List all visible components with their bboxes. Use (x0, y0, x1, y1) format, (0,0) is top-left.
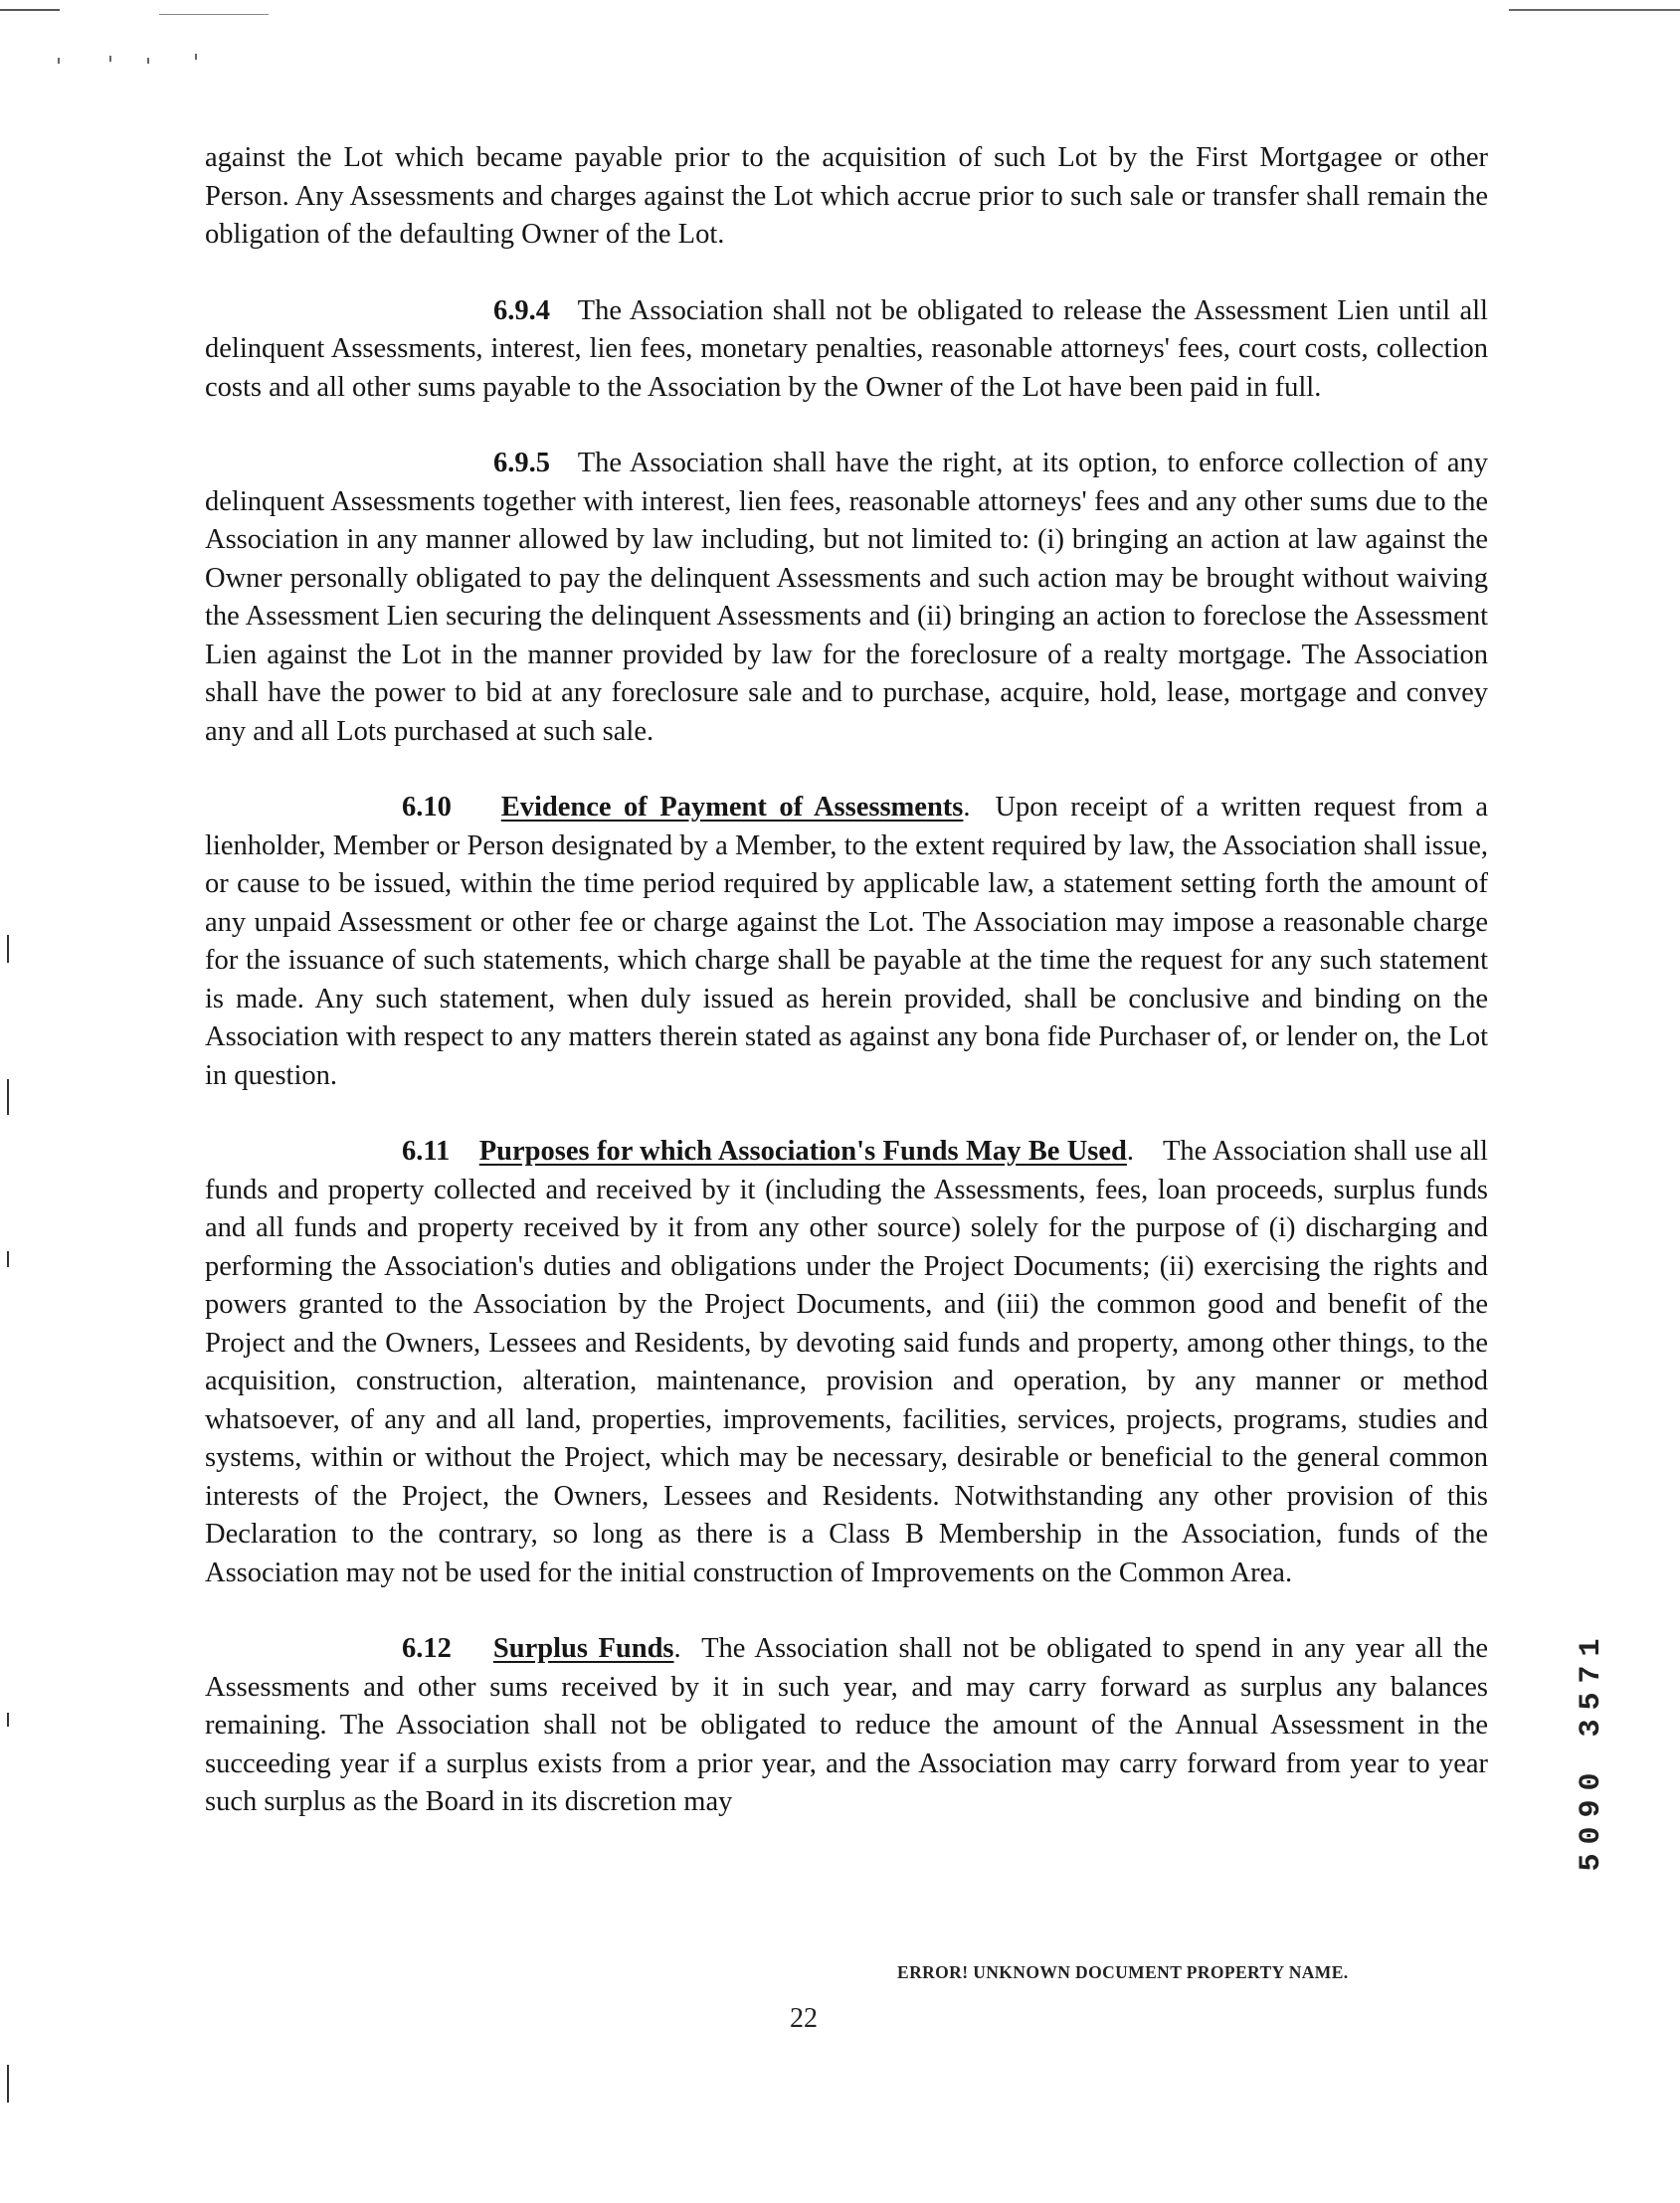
paragraph-6-10: 6.10 Evidence of Payment of Assessments. Upon receipt of a written request from a lienholder, Member or Person designated by a Member, to the extent required by law, the Association shall issue, or cause to be issued, within the time period required by applicable law, a statement setting forth the amount of any unpaid Assessment or other fee or charge against the Lot. The Association may impose a reasonable charge for the issuance of such statements, which charge shall be payable at the time the request for any such statement is made. Any such statement, when duly issued as herein provided, shall be conclusive and binding on the Association with respect to any matters therein stated as against any bona fide Purchaser of, or lender on, the Lot in question. (205, 792, 1489, 1091)
recording-stamp-number: 5090 3571 (1575, 1629, 1608, 1872)
scan-edge-mark (7, 2065, 9, 2103)
footer-error-text: ERROR! UNKNOWN DOCUMENT PROPERTY NAME. (897, 1962, 1349, 1982)
scan-edge-mark (7, 1251, 9, 1267)
section-title: Surplus Funds (492, 1633, 674, 1664)
page-number: 22 (790, 2003, 818, 2034)
paragraph-text: The Association shall have the right, at its option, to enforce collection of any delinquent Assessments together with interest, lien fees, reasonable attorneys' fees and any other sums due to the Association in any manner allowed by law including, but not limited to: (i) bringing an action at law against the Owner personally obligated to pay the delinquent Assessments and such action may be brought without waiving the Assessment Lien securing the delinquent Assessments and (ii) bringing an action to foreclose the Assessment Lien against the Lot in the manner provided by law for the foreclosure of a realty mortgage. The Association shall have the power to bid at any foreclosure sale and to purchase, acquire, hold, lease, mortgage and convey any and all Lots purchased at such sale. (205, 448, 1488, 747)
paragraph-continuation (205, 139, 1488, 255)
section-number: 6.10 (402, 792, 452, 823)
scan-artifact-rule (0, 9, 60, 11)
scan-edge-mark (7, 1713, 9, 1727)
recording-stamp (1562, 1581, 1621, 1920)
paragraph-6-9-4 (205, 292, 1488, 408)
section-number: 6.9.4 (493, 294, 550, 326)
section-title: Purposes for which Association's Funds May Be Used (478, 1136, 1127, 1167)
scan-speck (195, 54, 197, 60)
section-title: Evidence of Payment of Assessments (500, 792, 964, 823)
paragraph-text: against the Lot which became payable prior to the acquisition of such Lot by the First Mortgagee or other Person. Any Assessments and charges against the Lot which accrue prior to such sale or transfer shall remain the obligation of the defaulting Owner of the Lot. (205, 142, 1488, 250)
paragraph-text: The Association shall not be obligated to release the Assessment Lien until all delinquent Assessments, interest, lien fees, monetary penalties, reasonable attorneys' fees, court costs, collection costs and all other sums payable to the Association by the Owner of the Lot have been paid in full. (205, 294, 1488, 403)
section-number: 6.9.5 (493, 448, 550, 478)
scan-speck (147, 58, 149, 64)
scan-artifact-rule (159, 14, 269, 15)
paragraph-text: The Association shall not be obligated to spend in any year all the Assessments and other sums received by it in such year, and may carry forward as surplus any balances remaining. The Association shall not be obligated to reduce the amount of the Annual Assessment in the succeeding year if a surplus exists from a prior year, and the Association may carry forward from year to year such surplus as the Board in its discretion may (205, 1633, 1488, 1817)
document-body (205, 139, 1488, 1860)
scan-speck (58, 58, 60, 64)
paragraph-6-9-5 (205, 445, 1488, 751)
scan-edge-mark (7, 1079, 9, 1115)
scan-artifact-rule (1509, 9, 1680, 11)
paragraph-6-11: 6.11 Purposes for which Association's Funds May Be Used. The Association shall use all funds and property collected and received by it (including the Assessments, fees, loan proceeds, surplus funds and all funds and property received by it from any other source) solely for the purpose of (i) discharging and performing the Association's duties and obligations under the Project Documents; (ii) exercising the rights and powers granted to the Association by the Project Documents, and (iii) the common good and benefit of the Project and the Owners, Lessees and Residents, by devoting said funds and property, among other things, to the acquisition, construction, alteration, maintenance, provision and operation, by any manner or method whatsoever, of any and all land, properties, improvements, facilities, services, projects, programs, studies and systems, within or without the Project, which may be necessary, desirable or beneficial to the general common interests of the Project, the Owners, Lessees and Residents. Notwithstanding any other provision of this Declaration to the contrary, so long as there is a Class B Membership in the Association, funds of the Association may not be used for the initial construction of Improvements on the Common Area. (205, 1136, 1488, 1588)
section-number: 6.11 (402, 1136, 451, 1167)
paragraph-6-12: 6.12 Surplus Funds. The Association shall not be obligated to spend in any year all the Assessments and other sums received by it in such year, and may carry forward as surplus any balances remaining. The Association shall not be obligated to reduce the amount of the Annual Assessment in the succeeding year if a surplus exists from a prior year, and the Association may carry forward from year to year such surplus as the Board in its discretion may (205, 1633, 1488, 1817)
paragraph-text: The Association shall use all funds and property collected and received by it (including the Assessments, fees, loan proceeds, surplus funds and all funds and property received by it from any other source) solely for the purpose of (i) discharging and performing the Association's duties and obligations under the Project Documents; (ii) exercising the rights and powers granted to the Association by the Project Documents, and (iii) the common good and benefit of the Project and the Owners, Lessees and Residents, by devoting said funds and property, among other things, to the acquisition, construction, alteration, maintenance, provision and operation, by any manner or method whatsoever, of any and all land, properties, improvements, facilities, services, projects, programs, studies and systems, within or without the Project, which may be necessary, desirable or beneficial to the general common interests of the Project, the Owners, Lessees and Residents. Notwithstanding any other provision of this Declaration to the contrary, so long as there is a Class B Membership in the Association, funds of the Association may not be used for the initial construction of Improvements on the Common Area. (205, 1136, 1488, 1588)
paragraph-text: Upon receipt of a written request from a lienholder, Member or Person designated by a Member, to the extent required by law, the Association shall issue, or cause to be issued, within the time period required by applicable law, a statement setting forth the amount of any unpaid Assessment or other fee or charge against the Lot. The Association may impose a reasonable charge for the issuance of such statements, which charge shall be payable at the time the request for any such statement is made. Any such statement, when duly issued as herein provided, shall be conclusive and binding on the Association with respect to any matters therein stated as against any bona fide Purchaser of, or lender on, the Lot in question. (205, 792, 1489, 1091)
scan-edge-mark (7, 935, 9, 963)
scan-speck (109, 56, 111, 62)
section-number: 6.12 (402, 1633, 452, 1664)
